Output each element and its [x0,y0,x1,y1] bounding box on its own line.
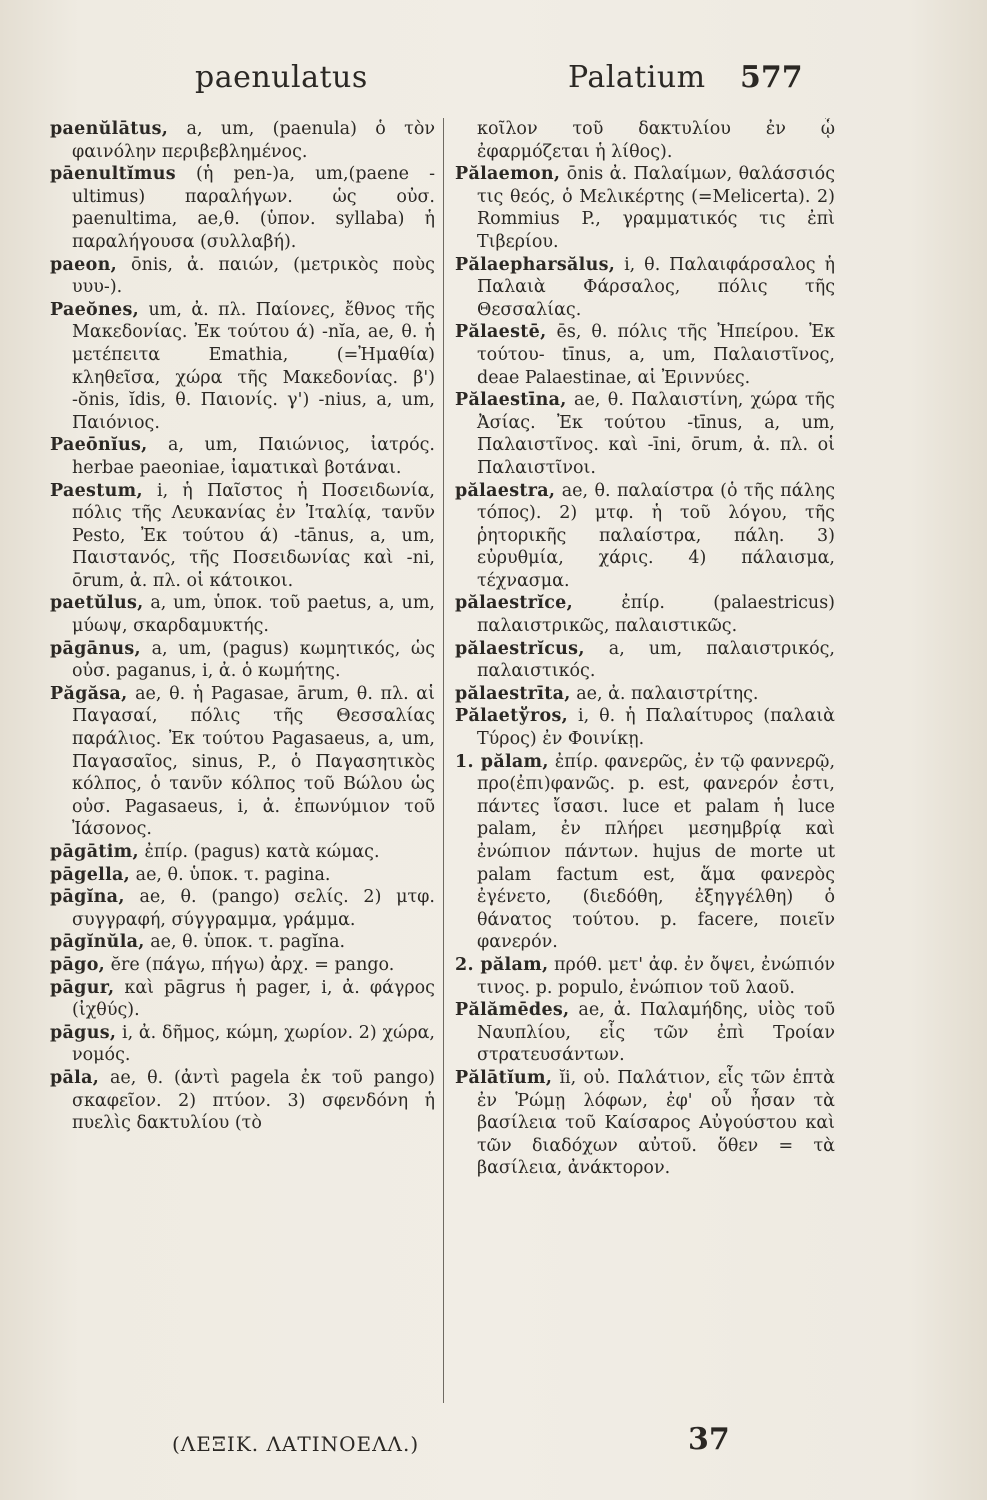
entry-headword: pāgella, [50,864,131,885]
entry-headword: Paestum, [50,480,143,501]
entry-definition: ἐπίρ. φανερῶς, ἐν τῷ φαννερῷ, προ(ἐπι)φανῶς. p. est, φανερόν ἐστι, πάντες ἴσασι. luce et palam ἡ luce palam, ἐν πλήρει μεσημβρίᾳ καὶ ἐνώπιον πάντων. hujus de morte ut palam factum est, ἅμα φανερὸς ἐγένετο, (διεδόθη, ἐξηγγέλθη) ὁ θάνατος τούτου. p. facere, ποιεῖν φανερόν. [477,751,835,953]
entry-definition: a, um, ὑποκ. τοῦ paetus, a, um, μύωψ, σκαρδαμυκτής. [72,593,435,637]
entry-headword: Pălaemon, [455,164,561,185]
dictionary-entry [455,999,835,1067]
entry-headword: pāgĭnŭla, [50,932,145,953]
dictionary-entry [50,480,435,593]
entry-definition: πρόθ. μετ' ἀφ. ἐν ὄψει, ἐνώπιόν τινος. p. populo, ἐνώπιον τοῦ λαοῦ. [477,954,835,998]
signature-mark: (ΛΕΞΙΚ. ΛΑΤΙΝΟΕΛΛ.) [172,1432,420,1456]
entry-definition: κοῖλον τοῦ δακτυλίου ἐν ᾧ ἐφαρμόζεται ἡ λίθος). [477,119,835,162]
dictionary-entry [50,1022,435,1067]
entry-definition: ĕre (πάγω, πήγω) ἀρχ. = pango. [105,954,395,975]
entry-headword: paeon, [50,254,117,275]
header-left-word: paenulatus [195,60,368,95]
dictionary-entry [455,1067,835,1180]
entry-definition: ōnis, ἀ. παιών, (μετρικὸς ποὺς υυυ-). [72,254,435,298]
entry-definition: ae, ἀ. Παλαμήδης, υἱὸς τοῦ Ναυπλίου, εἷς τῶν ἐπὶ Τροίαν στρατευσάντων. [477,1000,835,1066]
dictionary-entry [50,886,435,931]
entry-headword: paenŭlātus, [50,119,169,139]
dictionary-entry [50,638,435,683]
dictionary-entry [50,1067,435,1135]
sheet-number: 37 [688,1422,730,1457]
entry-headword: pălaestrĭcus, [455,638,585,659]
dictionary-entry [455,389,835,479]
dictionary-entry [455,683,835,706]
entry-definition: a, um, (pagus) κωμητικός, ὡς οὐσ. paganus, i, ἀ. ὁ κωμήτης. [72,638,435,682]
entry-definition: i, θ. Παλαιφάρσαλος ἡ Παλαιὰ Φάρσαλος, πόλις τῆς Θεσσαλίας. [477,254,835,320]
entry-definition: a, um, (paenula) ὁ τὸν φαινόλην περιβεβλημένος. [72,119,435,162]
entry-definition: ae, θ. Παλαιστίνη, χώρα τῆς Ἀσίας. Ἐκ τούτου -tīnus, a, um, Παλαιστῖνος. καὶ -īni, ōrum, ἀ. πλ. οἱ Παλαιστῖνοι. [477,390,835,478]
entry-definition: ēs, θ. πόλις τῆς Ἠπείρου. Ἐκ τούτου- tīnus, a, um, Παλαιστῖνος, deae Palaestinae, αἱ Ἐριννύες. [477,322,835,388]
left-column [50,118,435,1408]
dictionary-entry [50,254,435,299]
entry-headword: pāla, [50,1067,100,1088]
dictionary-entry [50,931,435,954]
dictionary-entry [455,954,835,999]
entry-headword: Pălaestīna, [455,390,567,411]
right-column [455,118,835,1408]
dictionary-entry [455,480,835,593]
entry-definition: (ἡ pen-)a, um,(paene -ultimus) παραλήγων. ὡς οὐσ. paenultima, ae,θ. (ὑπον. syllaba) ἡ παραλήγουσα (συλλαβή). [72,164,435,252]
entry-definition: ae, θ. παλαίστρα (ὁ τῆς πάλης τόπος). 2) μτφ. ἡ τοῦ λόγου, τῆς ῥητορικῆς παλαίστρα, πάλη. 3) εὐρυθμία, χάρις. 4) πάλαισμα, τέχνασμα. [477,480,835,591]
entry-definition: ae, ἀ. παλαιστρίτης. [570,683,759,704]
entry-definition: a, um, παλαιστρικός, παλαιστικός. [477,638,835,682]
entry-definition: ae, θ. ἡ Pagasae, ārum, θ. πλ. αἱ Παγασαί, πόλις τῆς Θεσσαλίας παράλιος. Ἐκ τούτου Pagasaeus, a, um, Παγασαῖος, sinus, P., ὁ Παγασητικὸς κόλπος, ὁ τανῦν κόλπος τοῦ Βώλου ὡς οὐσ. Pagasaeus, i, ἀ. ἐπωνύμιον τοῦ Ἰάσονος. [72,683,435,840]
entry-headword: Paeŏnes, [50,299,140,320]
page-footer [0,1422,987,1482]
entry-definition: ae, θ. ὑποκ. τ. pagĭna. [144,932,346,953]
dictionary-entry [50,299,435,435]
dictionary-entry [455,254,835,322]
entry-definition: i, ἡ Παῖστος ἡ Ποσειδωνία, πόλις τῆς Λευκανίας ἐν Ἰταλίᾳ, τανῦν Pesto, Ἐκ τούτου ά) -tānus, a, um, Παιστανός, τῆς Ποσειδωνίας καὶ -ni, ōrum, ἀ. πλ. οἱ κάτοικοι. [72,480,435,591]
dictionary-entry [50,841,435,864]
dictionary-entry [455,163,835,253]
entry-headword: Păgăsa, [50,683,128,704]
column-divider [443,118,444,1403]
entry-definition: um, ἀ. πλ. Παίονες, ἔθνος τῆς Μακεδονίας. Ἐκ τούτου ά) -nĭa, ae, θ. ἡ μετέπειτα Emathia, (=Ἠμαθία) κληθεῖσα, χώρα τῆς Μακεδονίας. β') -ŏnis, ĭdis, θ. Παιονίς. γ') -nius, a, um, Παιόνιος. [72,299,435,433]
dictionary-entry [455,592,835,637]
dictionary-entry [455,118,835,163]
entry-definition: ae, θ. (pango) σελίς. 2) μτφ. συγγραφή, σύγγραμμα, γράμμα. [72,887,435,930]
dictionary-entry [455,751,835,954]
entry-headword: pāenultĭmus [50,164,176,185]
entry-headword: pāgānus, [50,638,141,659]
entry-headword: 2. pălam, [455,954,549,975]
page-number: 577 [740,60,803,95]
running-header [0,60,987,110]
entry-definition: ae, θ. ὑποκ. τ. pagina. [130,864,331,885]
entry-headword: pălaestra, [455,480,556,501]
entry-headword: Paeōnĭus, [50,435,148,456]
header-right-word: Palatium [568,60,706,95]
entry-definition: a, um, Παιώνιος, ἰατρός. herbae paeoniae, ἰαματικαὶ βοτάναι. [72,435,435,478]
entry-headword: pălaestrīta, [455,683,571,704]
dictionary-entry [50,954,435,977]
entry-headword: Pălaetўros, [455,706,569,727]
dictionary-entry [50,118,435,163]
entry-headword: Pălămēdes, [455,1000,570,1021]
entry-definition: i, θ. ἡ Παλαίτυρος (παλαιὰ Τύρος) ἐν Φοινίκῃ. [477,706,835,750]
dictionary-entry [50,683,435,841]
entry-headword: pāgĭna, [50,887,125,908]
entry-definition: ōnis ἀ. Παλαίμων, θαλάσσιός τις θεός, ὁ Μελικέρτης (=Melicerta). 2) Rommius P., γραμματικός τις ἐπὶ Τιβερίου. [477,164,835,252]
entry-headword: pāgur, [50,977,115,998]
entry-definition: καὶ pāgrus ἡ pager, i, ἀ. φάγρος (ἰχθύς). [72,977,435,1021]
dictionary-entry [50,864,435,887]
entry-headword: Pălātĭum, [455,1067,553,1088]
entry-headword: pălaestrĭce, [455,593,573,614]
dictionary-entry [50,592,435,637]
dictionary-entry [455,638,835,683]
dictionary-entry [50,977,435,1022]
entry-headword: paetŭlus, [50,593,144,614]
dictionary-entry [455,321,835,389]
dictionary-entry [50,434,435,479]
entry-headword: pāgus, [50,1022,117,1043]
entry-headword: pāgātim, [50,842,139,862]
entry-definition: ĭi, οὐ. Παλάτιον, εἷς τῶν ἑπτὰ ἐν Ῥώμῃ λόφων, ἐφ' οὗ ἦσαν τὰ βασίλεια τοῦ Καίσαρος Αὐγούστου καὶ τῶν διαδόχων αὐτοῦ. ὅθεν = τὰ βασίλεια, ἀνάκτορον. [477,1067,835,1179]
entry-definition: ἐπίρ. (pagus) κατὰ κώμας. [138,842,380,862]
dictionary-entry [455,705,835,750]
entry-headword: pāgo, [50,954,106,975]
entry-headword: Pălaepharsălus, [455,254,616,275]
entry-definition: i, ἀ. δῆμος, κώμη, χωρίον. 2) χώρα, νομός. [72,1022,435,1066]
entry-headword: Pălaestē, [455,322,547,343]
entry-headword: 1. pălam, [455,751,549,772]
entry-definition: ae, θ. (ἀντὶ pagela ἐκ τοῦ pango) σκαφεῖον. 2) πτύον. 3) σφενδόνη ἡ πυελὶς δακτυλίου (τὸ [72,1067,435,1134]
dictionary-entry [50,163,435,253]
entry-definition: ἐπίρ. (palaestricus) παλαιστρικῶς, παλαιστικῶς. [477,593,835,637]
